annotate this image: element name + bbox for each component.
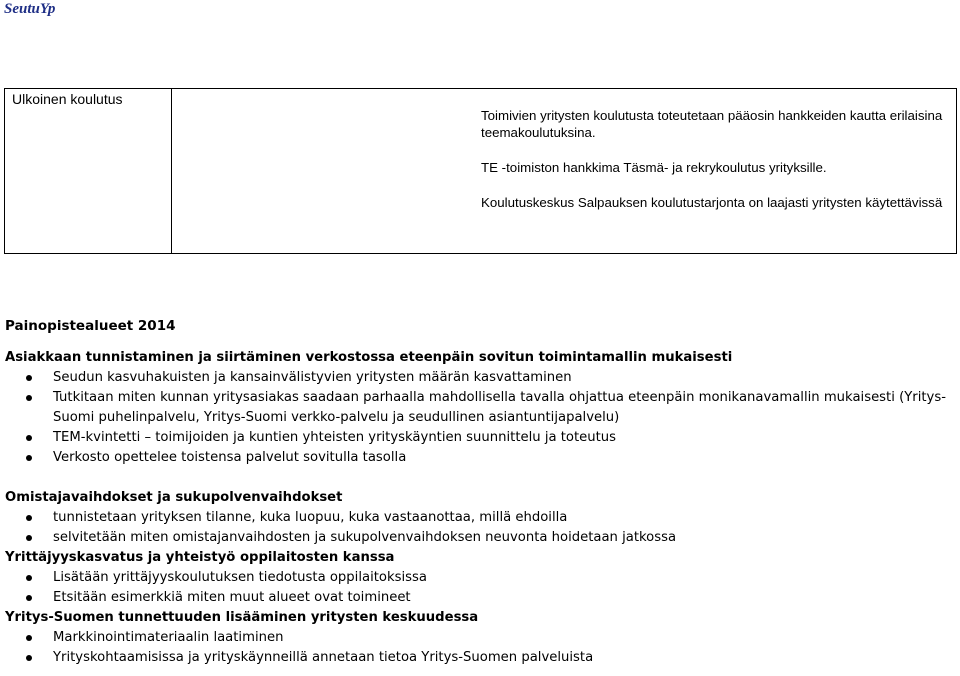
section-heading: Asiakkaan tunnistaminen ja siirtäminen verkostossa eteenpäin sovitun toimintamallin mukaisesti — [5, 350, 733, 365]
list-item: Verkosto opettelee toistensa palvelut sovitulla tasolla — [5, 448, 955, 468]
table-left-cell: Ulkoinen koulutus — [12, 91, 123, 107]
bullet-icon — [26, 575, 32, 581]
bullet-icon — [26, 535, 32, 541]
list-item: TEM-kvintetti – toimijoiden ja kuntien yhteisten yrityskäyntien suunnittelu ja toteutus — [5, 428, 955, 448]
bullet-icon — [26, 595, 32, 601]
list-item: Seudun kasvuhakuisten ja kansainvälistyvien yritysten määrän kasvattaminen — [5, 368, 955, 388]
bullet-icon — [26, 375, 32, 381]
bullet-list — [5, 368, 955, 468]
bullet-icon — [26, 435, 32, 441]
section-heading: Omistajavaihdokset ja sukupolvenvaihdokset — [5, 490, 343, 505]
info-table — [4, 88, 957, 254]
bullet-icon — [26, 635, 32, 641]
bullet-icon — [26, 395, 32, 401]
section-title: Painopistealueet 2014 — [5, 318, 176, 334]
section-heading: Yritys-Suomen tunnettuuden lisääminen yritysten keskuudessa — [5, 610, 479, 625]
bullet-icon — [26, 515, 32, 521]
list-item: Tutkitaan miten kunnan yritysasiakas saadaan parhaalla mahdollisella tavalla ohjattua eteenpäin monikanavamallin mukaisesti (Yritys-Suomi puhelinpalvelu, Yritys-Suomi verkko-palvelu ja seudullinen asiantuntijapalvelu) — [5, 388, 955, 428]
logo-text: SeutuYp — [4, 1, 56, 17]
table-divider — [171, 89, 172, 253]
table-paragraph: TE -toimiston hankkima Täsmä- ja rekrykoulutus yrityksille. — [481, 160, 827, 175]
bullet-list — [5, 568, 955, 608]
document-body — [5, 316, 955, 668]
table-paragraph: Koulutuskeskus Salpauksen koulutustarjonta on laajasti yritysten käytettävissä — [481, 195, 943, 210]
bullet-icon — [26, 655, 32, 661]
table-right-cell — [481, 107, 951, 211]
bullet-list — [5, 508, 955, 548]
section-heading: Yrittäjyyskasvatus ja yhteistyö oppilaitosten kanssa — [5, 550, 395, 565]
list-item: selvitetään miten omistajanvaihdosten ja sukupolvenvaihdoksen neuvonta hoidetaan jatkossa — [5, 528, 955, 548]
list-item: Markkinointimateriaalin laatiminen — [5, 628, 955, 648]
list-item: Lisätään yrittäjyyskoulutuksen tiedotusta oppilaitoksissa — [5, 568, 955, 588]
bullet-icon — [26, 455, 32, 461]
list-item: Etsitään esimerkkiä miten muut alueet ovat toimineet — [5, 588, 955, 608]
list-item: tunnistetaan yrityksen tilanne, kuka luopuu, kuka vastaanottaa, millä ehdoilla — [5, 508, 955, 528]
table-paragraph: Toimivien yritysten koulutusta toteutetaan pääosin hankkeiden kautta erilaisina teemakoulutuksina. — [481, 108, 943, 140]
list-item: Yrityskohtaamisissa ja yrityskäynneillä annetaan tietoa Yritys-Suomen palveluista — [5, 648, 955, 668]
bullet-list — [5, 628, 955, 668]
